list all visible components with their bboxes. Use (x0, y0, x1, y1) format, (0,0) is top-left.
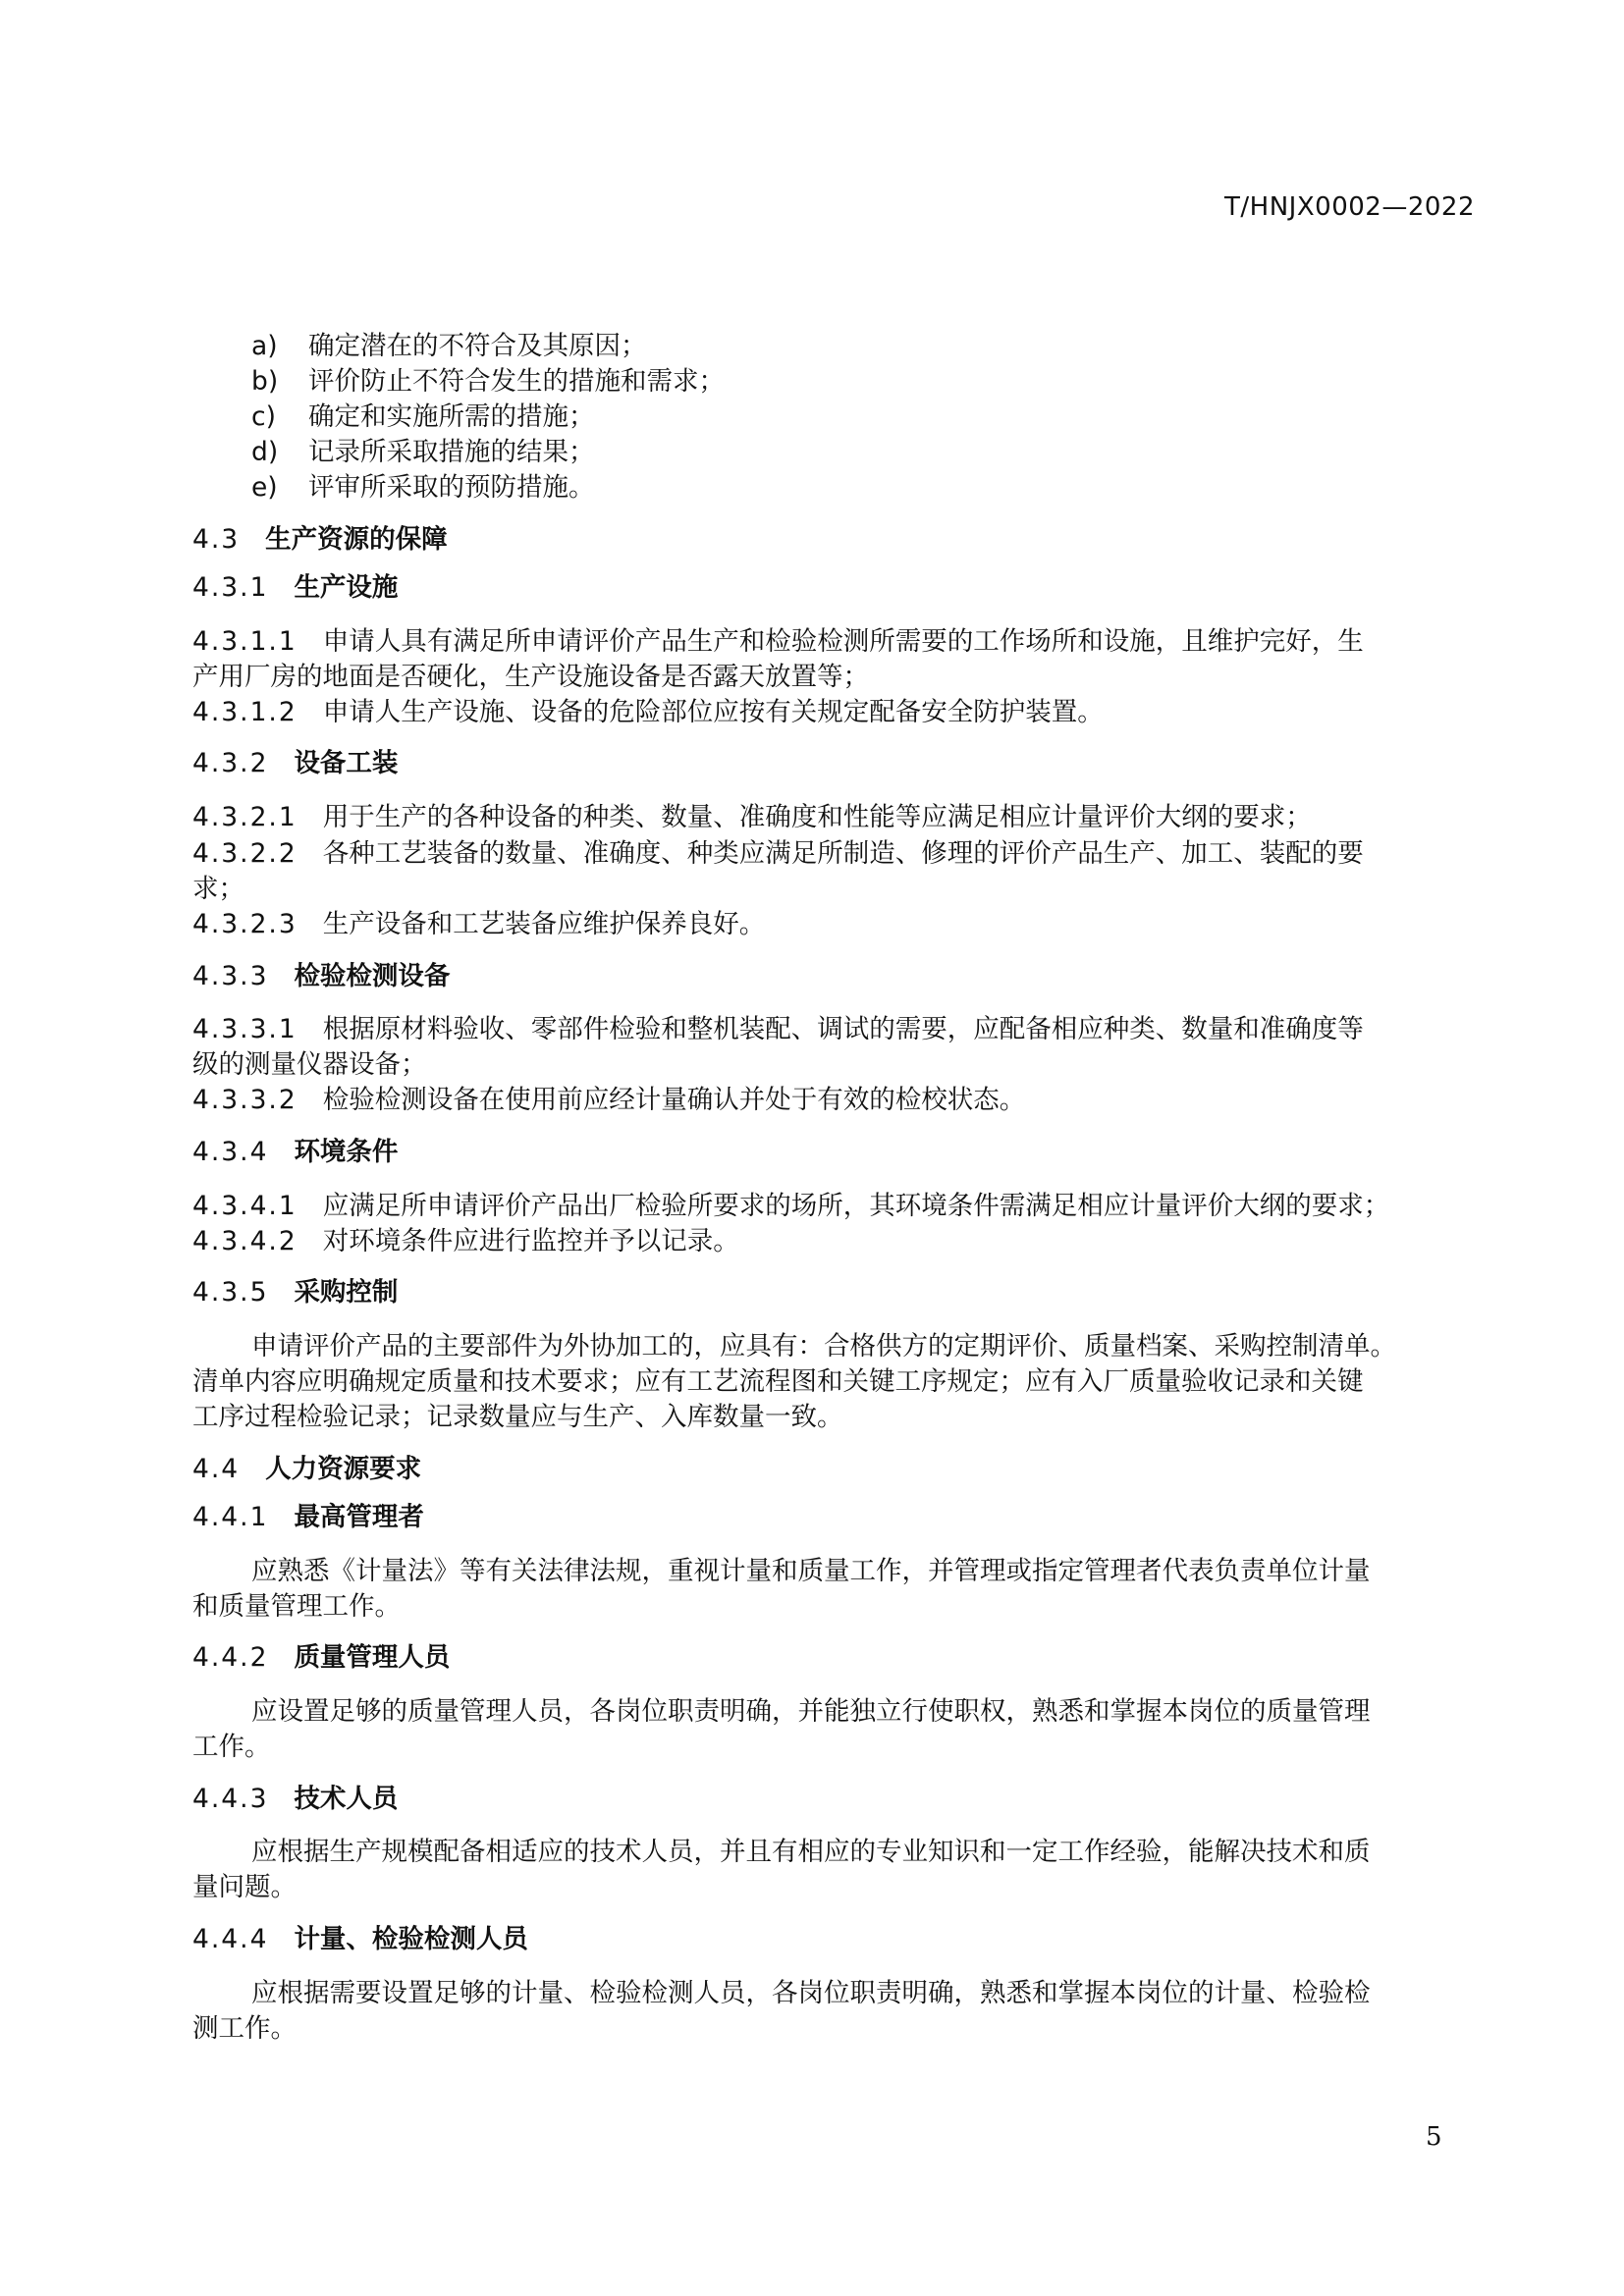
section-heading-4-3-3 (192, 961, 451, 991)
clause-number: 4.3.1.2 (192, 697, 298, 727)
list-text: 确定和实施所需的措施； (308, 401, 595, 432)
section-heading-4-3-1 (192, 572, 399, 603)
list-text: 评审所采取的预防措施。 (308, 472, 595, 503)
clause-number: 4.3.2.1 (192, 802, 298, 832)
list-item-d (251, 437, 595, 467)
section-title: 人力资源要求 (265, 1454, 422, 1484)
section-title: 生产设施 (294, 572, 399, 603)
clause-number: 4.3.4.2 (192, 1226, 298, 1256)
clause-4-3-4-1 (192, 1191, 1390, 1221)
list-text: 确定潜在的不符合及其原因； (308, 331, 647, 361)
list-label: e) (251, 472, 278, 503)
clause-text: 各种工艺装备的数量、准确度、种类应满足所制造、修理的评价产品生产、加工、装配的要 (322, 838, 1364, 869)
section-title: 技术人员 (294, 1784, 399, 1814)
section-number: 4.3.2 (192, 748, 269, 778)
paragraph-4-3-5-line1: 申请评价产品的主要部件为外协加工的，应具有：合格供方的定期评价、质量档案、采购控制清单。 (251, 1331, 1396, 1362)
paragraph-4-4-1-line2: 和质量管理工作。 (192, 1591, 401, 1622)
paragraph-4-4-3-line2: 量问题。 (192, 1872, 297, 1902)
paragraph-4-4-3-line1: 应根据生产规模配备相适应的技术人员，并且有相应的专业知识和一定工作经验，能解决技术和质 (251, 1837, 1371, 1867)
list-item-e (251, 472, 595, 503)
clause-4-3-1-1-line2: 产用厂房的地面是否硬化，生产设施设备是否露天放置等； (192, 662, 869, 692)
clause-text: 申请人生产设施、设备的危险部位应按有关规定配备安全防护装置。 (322, 697, 1104, 727)
clause-4-3-2-3 (192, 909, 766, 939)
list-label: a) (251, 331, 278, 361)
list-item-b (251, 366, 725, 397)
list-label: c) (251, 401, 276, 432)
paragraph-4-4-4-line1: 应根据需要设置足够的计量、检验检测人员，各岗位职责明确，熟悉和掌握本岗位的计量、检验检 (251, 1978, 1371, 2008)
section-number: 4.4 (192, 1454, 241, 1484)
clause-4-3-1-1-line1 (192, 626, 1364, 657)
section-title: 生产资源的保障 (265, 524, 448, 555)
paragraph-4-4-4-line2: 测工作。 (192, 2013, 297, 2044)
section-number: 4.4.4 (192, 1924, 269, 1954)
list-label: b) (251, 366, 279, 397)
section-number: 4.3.3 (192, 961, 269, 991)
section-heading-4-4 (192, 1454, 422, 1484)
list-text: 评价防止不符合发生的措施和需求； (308, 366, 725, 397)
section-heading-4-3 (192, 524, 448, 555)
section-number: 4.3.1 (192, 572, 269, 603)
list-item-a (251, 331, 647, 361)
clause-text: 申请人具有满足所申请评价产品生产和检验检测所需要的工作场所和设施，且维护完好，生 (322, 626, 1364, 657)
paragraph-4-3-5-line2: 清单内容应明确规定质量和技术要求；应有工艺流程图和关键工序规定；应有入厂质量验收记录和关键 (192, 1366, 1364, 1397)
clause-text: 用于生产的各种设备的种类、数量、准确度和性能等应满足相应计量评价大纲的要求； (322, 802, 1312, 832)
clause-number: 4.3.3.1 (192, 1014, 298, 1044)
section-number: 4.4.1 (192, 1502, 269, 1532)
section-number: 4.3 (192, 524, 241, 555)
paragraph-4-4-2-line2: 工作。 (192, 1732, 271, 1762)
section-title: 设备工装 (294, 748, 399, 778)
section-title: 检验检测设备 (294, 961, 451, 991)
clause-4-3-3-1-line2: 级的测量仪器设备； (192, 1049, 427, 1080)
section-title: 质量管理人员 (294, 1642, 451, 1673)
section-number: 4.4.3 (192, 1784, 269, 1814)
section-heading-4-4-2 (192, 1642, 451, 1673)
section-number: 4.3.4 (192, 1137, 269, 1167)
section-number: 4.3.5 (192, 1277, 269, 1308)
clause-text: 对环境条件应进行监控并予以记录。 (322, 1226, 739, 1256)
paragraph-4-4-2-line1: 应设置足够的质量管理人员，各岗位职责明确，并能独立行使职权，熟悉和掌握本岗位的质量管理 (251, 1696, 1371, 1727)
section-heading-4-4-3 (192, 1784, 399, 1814)
list-label: d) (251, 437, 279, 467)
document-code: T/HNJX0002—2022 (1224, 192, 1475, 222)
clause-number: 4.3.2.3 (192, 909, 298, 939)
section-heading-4-4-4 (192, 1924, 528, 1954)
paragraph-4-3-5-line3: 工序过程检验记录；记录数量应与生产、入库数量一致。 (192, 1402, 843, 1432)
section-title: 最高管理者 (294, 1502, 424, 1532)
clause-4-3-4-2 (192, 1226, 739, 1256)
section-title: 采购控制 (294, 1277, 399, 1308)
section-heading-4-3-2 (192, 748, 399, 778)
list-text: 记录所采取措施的结果； (308, 437, 595, 467)
section-number: 4.4.2 (192, 1642, 269, 1673)
section-title: 环境条件 (294, 1137, 399, 1167)
page-number: 5 (1426, 2122, 1442, 2152)
paragraph-4-4-1-line1: 应熟悉《计量法》等有关法律法规，重视计量和质量工作，并管理或指定管理者代表负责单位计量 (251, 1556, 1371, 1586)
clause-4-3-2-2-line2: 求； (192, 874, 244, 904)
clause-number: 4.3.3.2 (192, 1085, 298, 1115)
section-heading-4-3-5 (192, 1277, 399, 1308)
clause-text: 根据原材料验收、零部件检验和整机装配、调试的需要，应配备相应种类、数量和准确度等 (322, 1014, 1364, 1044)
clause-text: 检验检测设备在使用前应经计量确认并处于有效的检校状态。 (322, 1085, 1026, 1115)
clause-4-3-1-2 (192, 697, 1104, 727)
section-heading-4-3-4 (192, 1137, 399, 1167)
list-item-c (251, 401, 595, 432)
clause-number: 4.3.4.1 (192, 1191, 298, 1221)
clause-number: 4.3.2.2 (192, 838, 298, 869)
clause-4-3-3-2 (192, 1085, 1026, 1115)
clause-text: 应满足所申请评价产品出厂检验所要求的场所，其环境条件需满足相应计量评价大纲的要求； (322, 1191, 1390, 1221)
clause-4-3-2-2-line1 (192, 838, 1364, 869)
section-heading-4-4-1 (192, 1502, 424, 1532)
clause-4-3-2-1 (192, 802, 1312, 832)
clause-text: 生产设备和工艺装备应维护保养良好。 (322, 909, 766, 939)
section-title: 计量、检验检测人员 (294, 1924, 528, 1954)
clause-number: 4.3.1.1 (192, 626, 298, 657)
clause-4-3-3-1-line1 (192, 1014, 1364, 1044)
